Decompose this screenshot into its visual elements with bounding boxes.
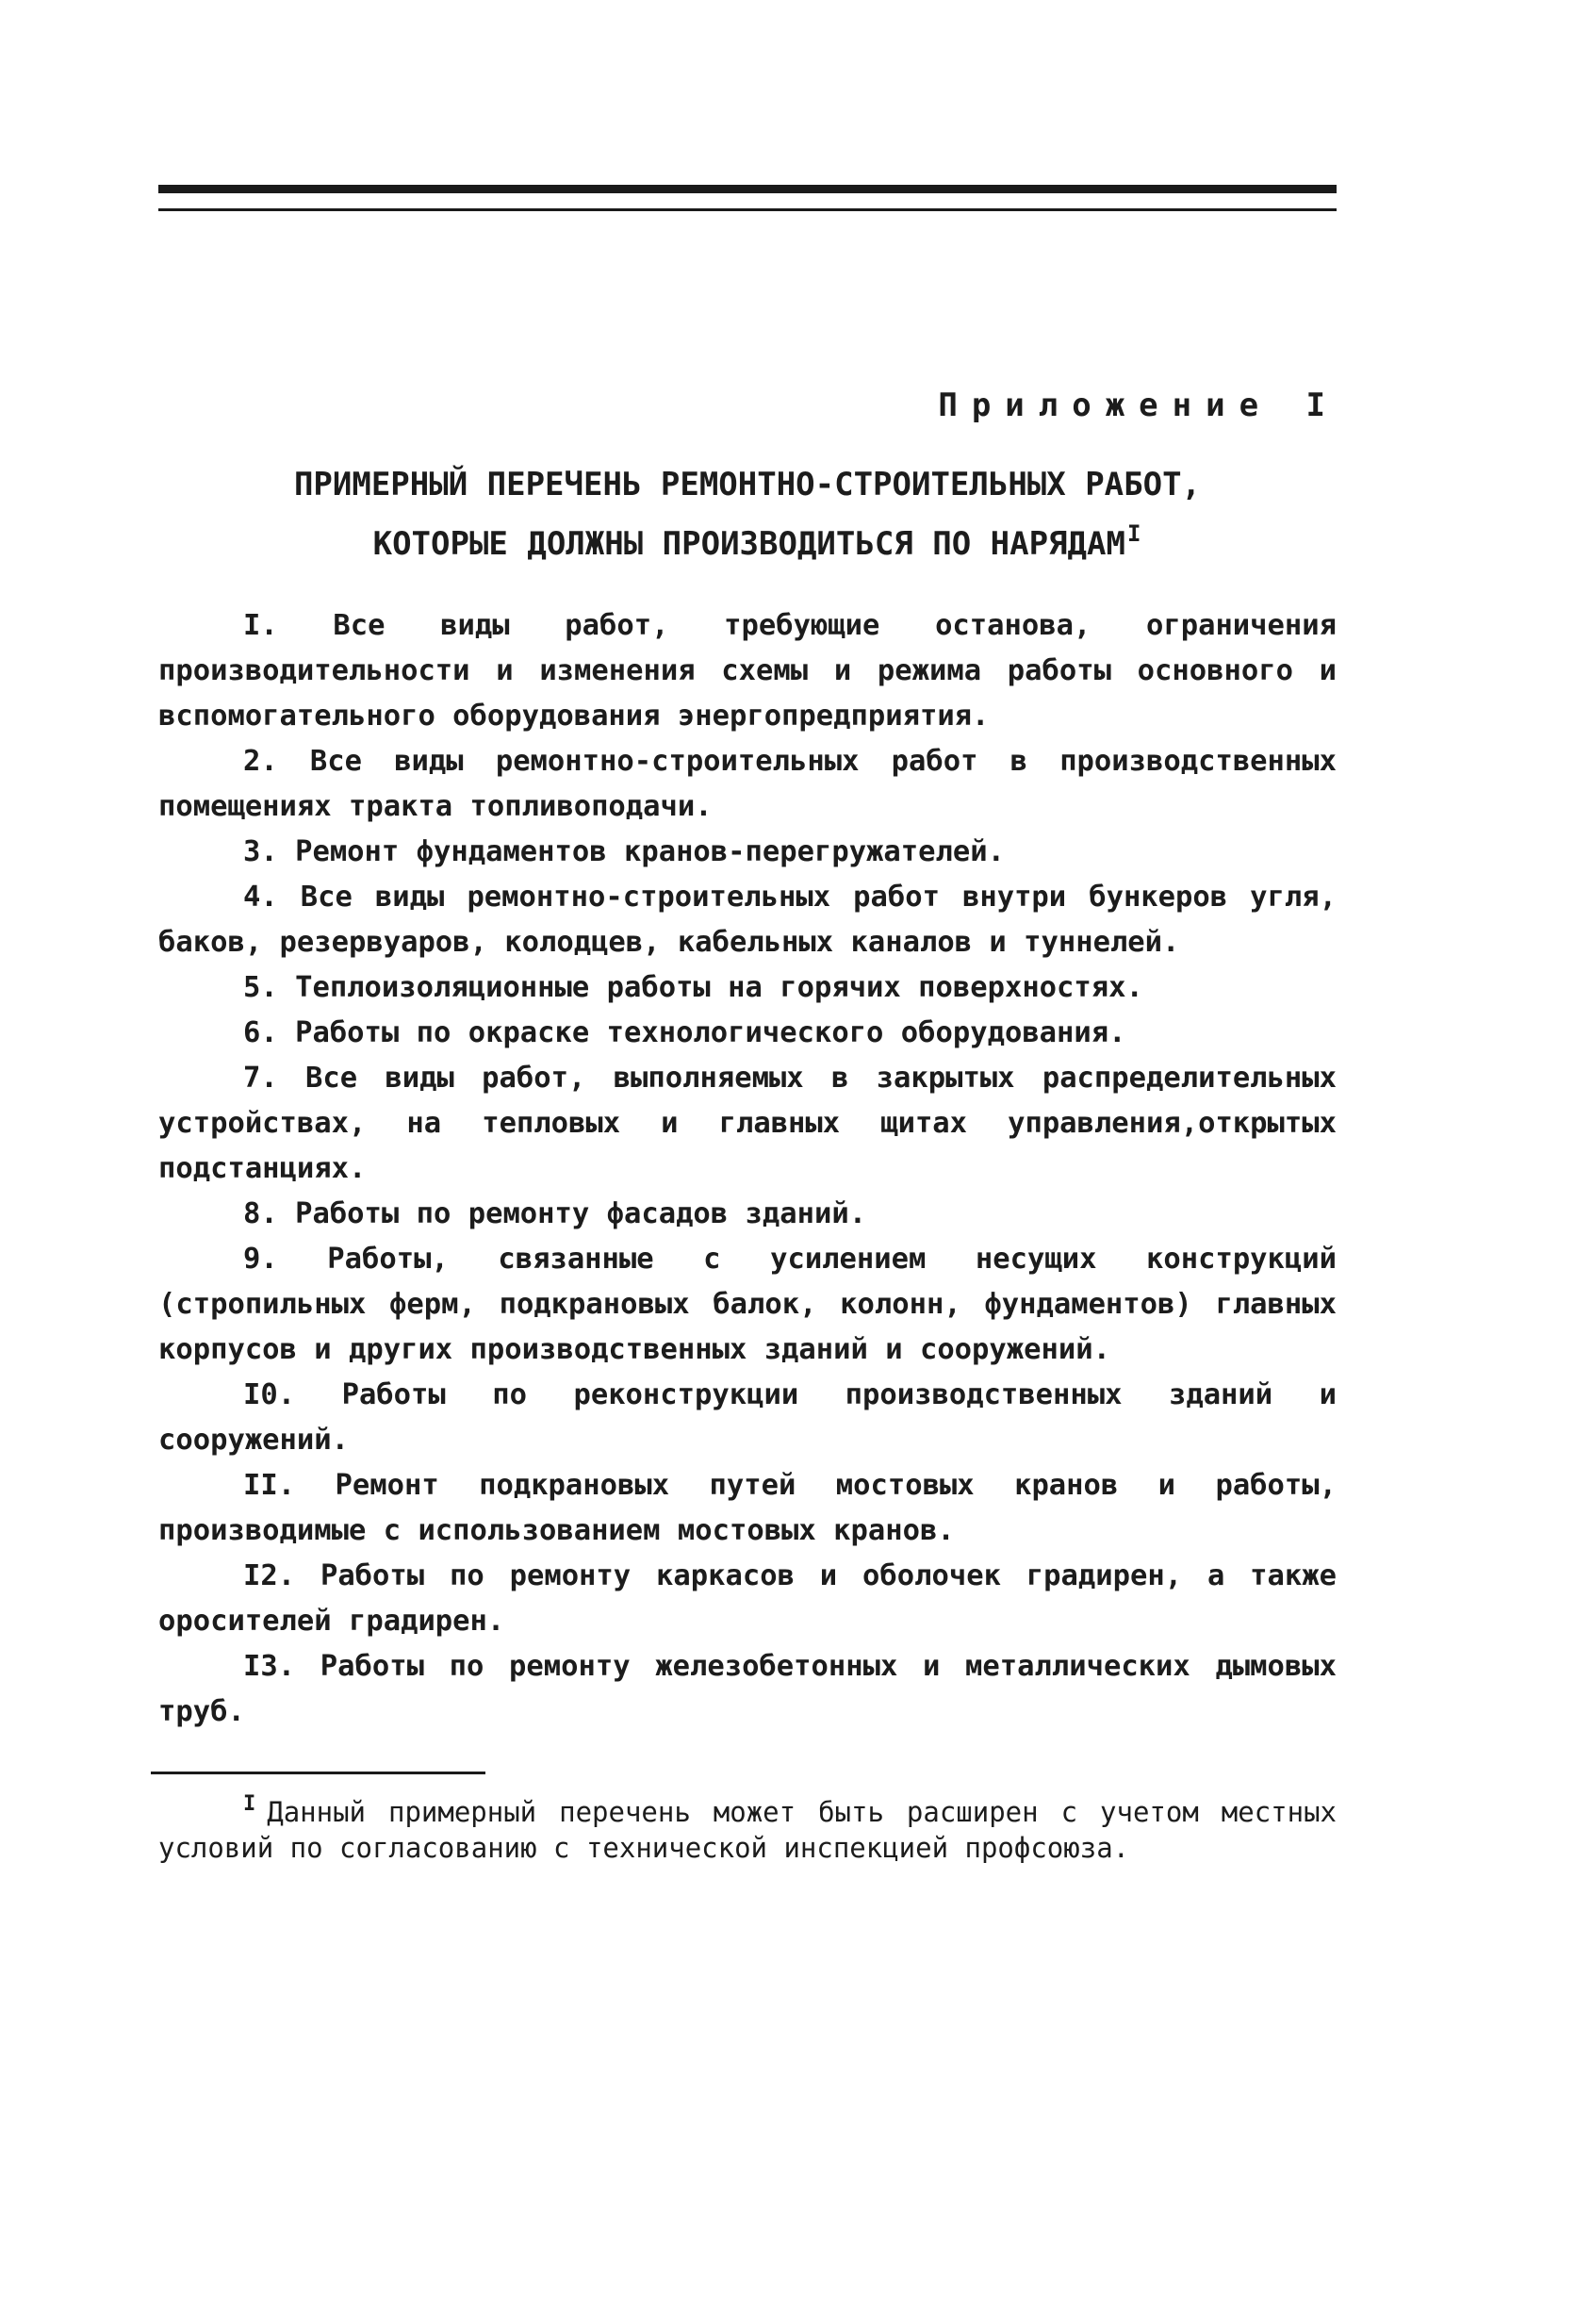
list-item: 7. Все виды работ, выполняемых в закрытых распределительных устройствах, на тепловых и главных щитах управления,открытых подстанциях.	[158, 1062, 1337, 1185]
list-item: 8. Работы по ремонту фасадов зданий.	[243, 1197, 867, 1230]
list-item: 3. Ремонт фундаментов кранов-перегружателей.	[243, 835, 1005, 868]
list-item: 5. Теплоизоляционные работы на горячих поверхностях.	[243, 971, 1143, 1004]
list-item: II. Ремонт подкрановых путей мостовых кранов и работы, производимые с использованием мостовых кранов.	[158, 1469, 1337, 1547]
title-line-1: ПРИМЕРНЫЙ ПЕРЕЧЕНЬ РЕМОНТНО-СТРОИТЕЛЬНЫХ РАБОТ,	[293, 466, 1202, 503]
footnote-marker: I	[243, 1792, 256, 1816]
list-item: 4. Все виды ремонтно-строительных работ внутри бункеров угля, баков, резервуаров, колодцев, кабельных каналов и туннелей.	[158, 881, 1337, 959]
appendix-label: Приложение I	[938, 387, 1339, 424]
list-item: I0. Работы по реконструкции производственных зданий и сооружений.	[158, 1378, 1337, 1457]
document-title	[158, 460, 1337, 569]
list-item: I2. Работы по ремонту каркасов и оболочек градирен, а также оросителей градирен.	[158, 1559, 1337, 1638]
list-item: I. Все виды работ, требующие останова, ограничения производительности и изменения схемы и режима работы основного и вспомогательного оборудования энергопредприятия.	[158, 609, 1337, 733]
footnote-text: Данный примерный перечень может быть расширен с учетом местных условий по согласованию с технической инспекцией профсоюза.	[158, 1796, 1337, 1864]
footnote-separator	[151, 1772, 485, 1774]
top-rule-thick	[158, 185, 1337, 193]
title-line-2-wrapper	[177, 509, 1337, 569]
footnote	[158, 1787, 1337, 1866]
list-item: 6. Работы по окраске технологического оборудования.	[243, 1016, 1126, 1049]
list-item: I3. Работы по ремонту железобетонных и металлических дымовых труб.	[158, 1650, 1337, 1728]
top-rule-thin	[158, 208, 1337, 211]
title-line-2: КОТОРЫЕ ДОЛЖНЫ ПРОИЗВОДИТЬСЯ ПО НАРЯДАМ	[372, 525, 1125, 563]
title-footnote-marker: I	[1126, 520, 1141, 547]
list-item: 2. Все виды ремонтно-строительных работ в производственных помещениях тракта топливоподачи.	[158, 745, 1337, 823]
work-list	[158, 603, 1337, 1735]
list-item: 9. Работы, связанные с усилением несущих конструкций (стропильных ферм, подкрановых балок, колонн, фундаментов) главных корпусов и других производственных зданий и сооружений.	[158, 1243, 1337, 1366]
